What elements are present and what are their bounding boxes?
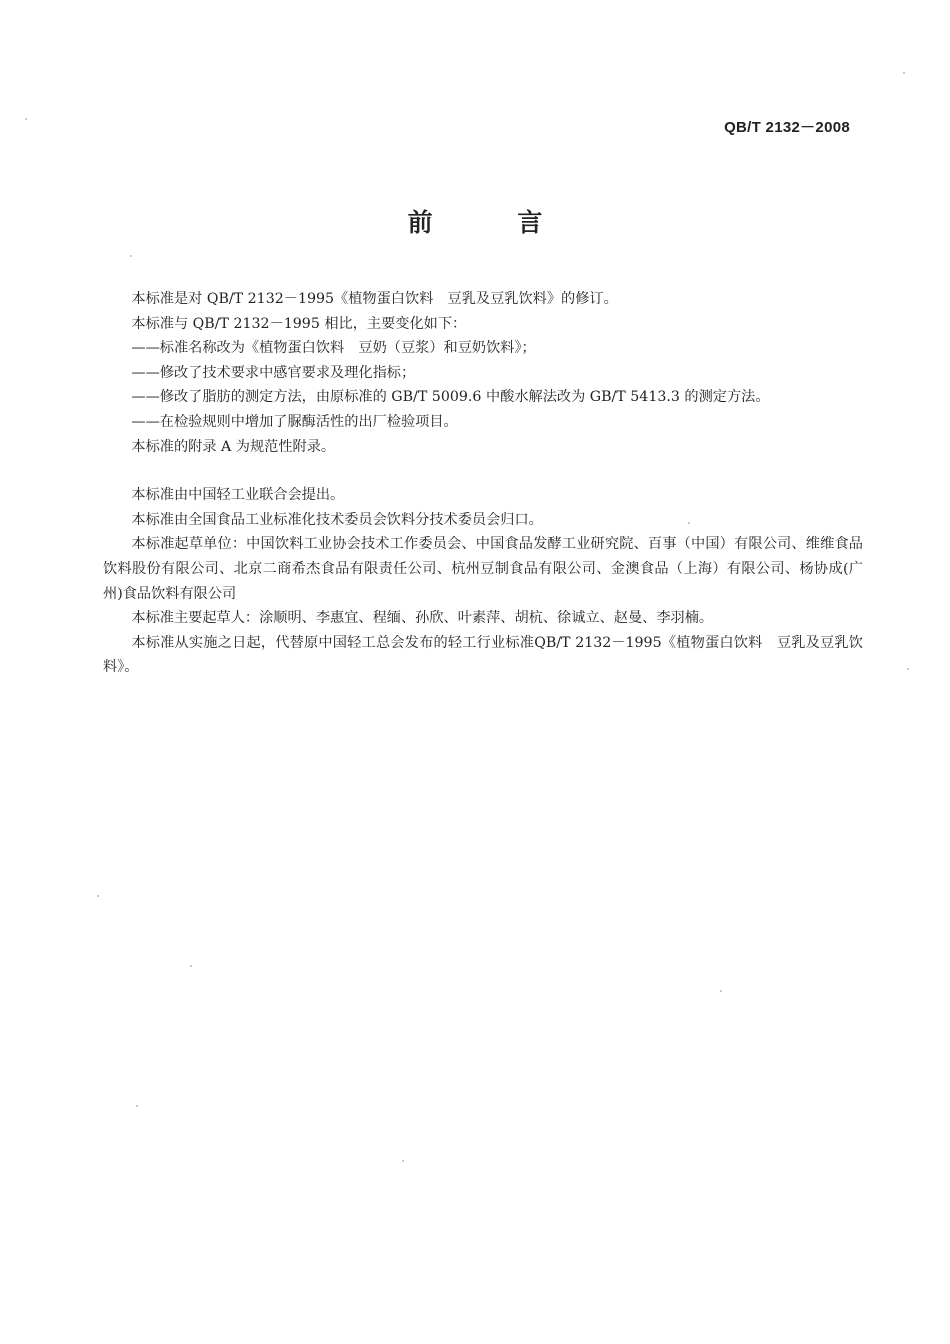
paragraph-centralized-by: 本标准由全国食品工业标准化技术委员会饮料分技术委员会归口。 (131, 511, 543, 528)
scan-speck (903, 72, 905, 74)
scan-speck (25, 118, 27, 120)
paragraph-drafting-units: 本标准起草单位：中国饮料工业协会技术工作委员会、中国食品发酵工业研究院、百事（中国）有限公司、维维食品饮料股份有限公司、北京二商希杰食品有限责任公司、杭州豆制食品有限公司、金澳食品（上海）有限公司、杨协成(广州)食品饮料有限公司 (103, 536, 863, 602)
change-item-name: ——标准名称改为《植物蛋白饮料 豆奶（豆浆）和豆奶饮料》； (131, 340, 536, 357)
scan-speck (130, 255, 132, 257)
scan-speck (907, 668, 909, 670)
scan-speck (136, 1105, 138, 1107)
paragraph-replacement: 本标准从实施之日起，代替原中国轻工总会发布的轻工行业标准QB/T 2132－1995《植物蛋白饮料 豆乳及豆乳饮料》。 (103, 634, 863, 676)
paragraph-appendix: 本标准的附录 A 为规范性附录。 (131, 438, 336, 455)
scan-speck (402, 1160, 404, 1162)
scan-speck (720, 990, 722, 992)
scan-speck (190, 965, 192, 967)
standard-code: QB/T 2132－2008 (724, 119, 850, 136)
change-item-urease: ——在检验规则中增加了脲酶活性的出厂检验项目。 (131, 413, 458, 430)
foreword-body (103, 287, 863, 680)
paragraph-changes-intro: 本标准与 QB/T 2132－1995 相比，主要变化如下： (131, 315, 467, 332)
scan-speck (97, 895, 99, 897)
paragraph-drafters: 本标准主要起草人：涂顺明、李惠宜、程缅、孙欣、叶素萍、胡杭、徐诚立、赵曼、李羽楠。 (131, 610, 714, 627)
paragraph-revision-note: 本标准是对 QB/T 2132－1995《植物蛋白饮料 豆乳及豆乳饮料》的修订。 (131, 291, 618, 307)
scan-speck (688, 522, 690, 524)
change-item-requirements: ——修改了技术要求中感官要求及理化指标； (131, 364, 416, 381)
change-item-fat-method: ——修改了脂肪的测定方法，由原标准的 GB/T 5009.6 中酸水解法改为 GB/T 5413.3 的测定方法。 (131, 389, 770, 406)
page-title: 前 言 (407, 208, 581, 237)
paragraph-proposed-by: 本标准由中国轻工业联合会提出。 (131, 487, 345, 504)
